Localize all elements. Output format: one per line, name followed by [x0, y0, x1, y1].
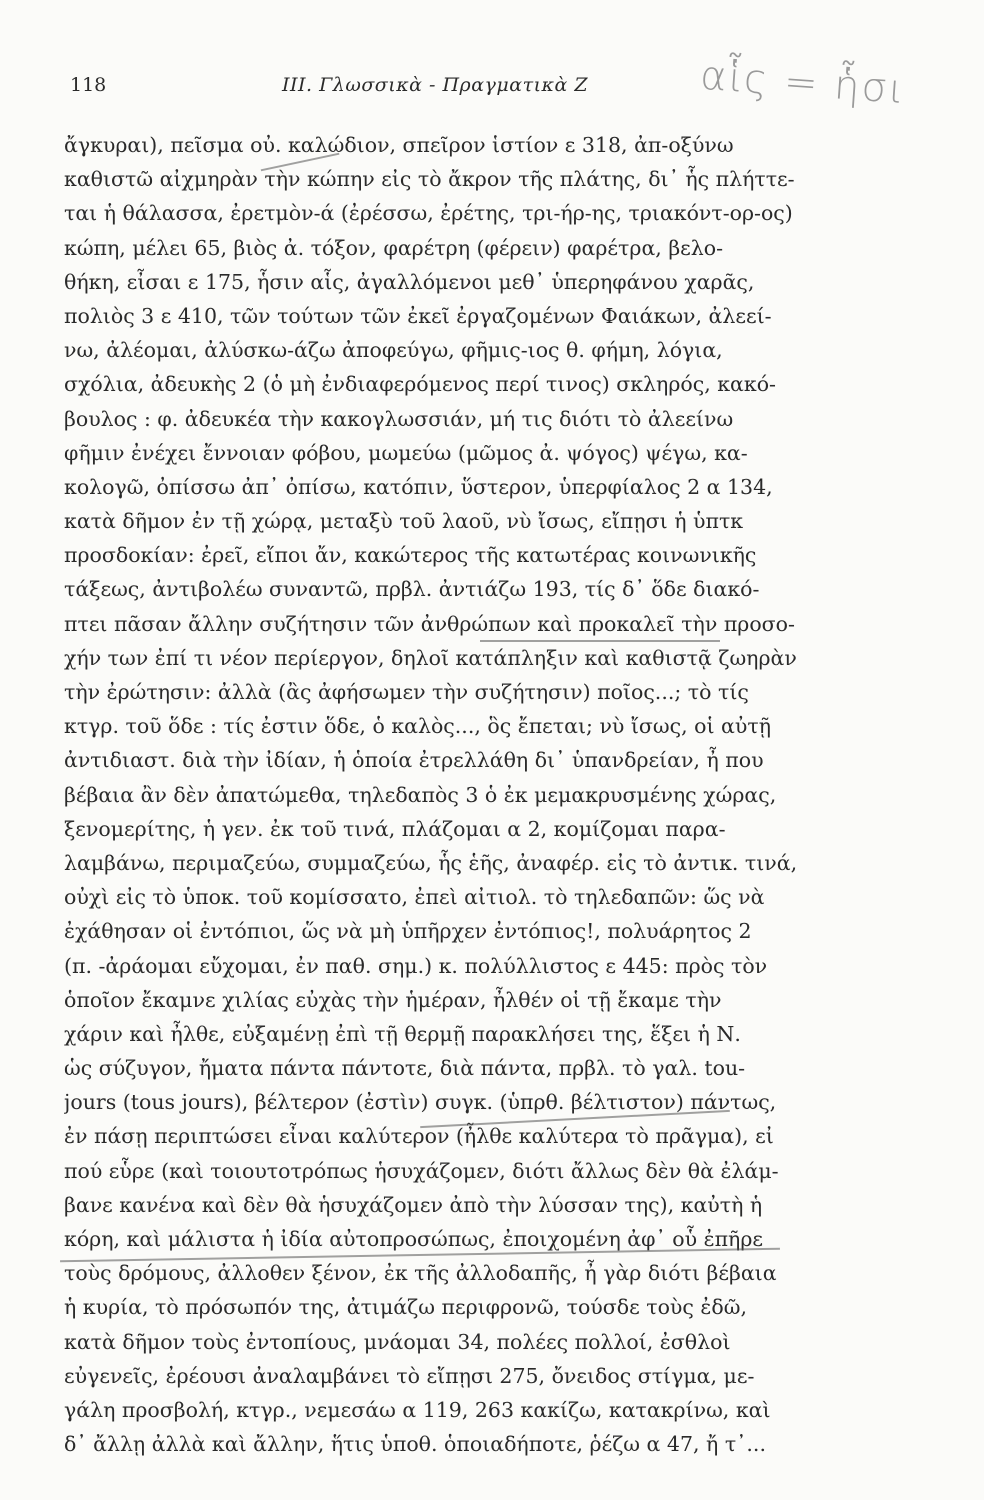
text-line: ξενομερίτης, ἡ γεν. ἐκ τοῦ τινά, πλάζομαι α 2, κομίζομαι παρα- — [64, 816, 726, 841]
text-line: βανε κανένα καὶ δὲν θὰ ἡσυχάζομεν ἀπὸ τὴν λύσσαν της), καὐτὴ ἡ — [64, 1192, 763, 1217]
text-line: ἀντιδιαστ. διὰ τὴν ἰδίαν, ἡ ὁποία ἐτρελλάθη δι᾽ ὑπανδρείαν, ἦ που — [64, 748, 764, 773]
text-line: φῆμιν ἐνέχει ἔννοιαν φόβου, μωμεύω (μῶμος ἀ. ψόγος) ψέγω, κα- — [64, 440, 748, 465]
running-title: III. Γλωσσικὰ - Πραγματικὰ Ζ — [282, 74, 589, 96]
text-line: τὴν ἐρώτησιν: ἀλλὰ (ἂς ἀφήσωμεν τὴν συζήτησιν) ποῖος...; τὸ τίς — [64, 680, 749, 704]
text-line: jours (tous jours), βέλτερον (ἐστὶν) συγκ. (ὑπρθ. βέλτιστον) πάντως, — [64, 1090, 777, 1115]
text-line: κολογῶ, ὀπίσσω ἀπ᾽ ὀπίσω, κατόπιν, ὕστερον, ὑπερφίαλος 2 α 134, — [64, 474, 773, 499]
text-line: κόρη, καὶ μάλιστα ἡ ἰδία αὐτοπροσώπως, ἐποιχομένη ἀφ᾽ οὗ ἐπῆρε — [64, 1227, 764, 1251]
text-line: δ᾽ ἄλλῃ ἀλλὰ καὶ ἄλλην, ἥτις ὑποθ. ὁποιαδήποτε, ῥέζω α 47, ἤ τ᾽... — [64, 1432, 766, 1457]
text-line: κατὰ δῆμον ἐν τῇ χώρᾳ, μεταξὺ τοῦ λαοῦ, νὺ ἴσως, εἴπῃσι ἡ ὑπτκ — [64, 509, 744, 534]
text-line: πολιὸς 3 ε 410, τῶν τούτων τῶν ἐκεῖ ἐργαζομένων Φαιάκων, ἀλεεί- — [64, 303, 772, 328]
text-line: τοὺς δρόμους, ἀλλοθεν ξένον, ἐκ τῆς ἀλλοδαπῆς, ἦ γὰρ διότι βέβαια — [64, 1261, 777, 1286]
text-line: (π. -ἀράομαι εὔχομαι, ἐν παθ. σημ.) κ. πολύλλιστος ε 445: πρὸς τὸν — [64, 953, 768, 978]
text-line: βέβαια ἂν δὲν ἀπατώμεθα, τηλεδαπὸς 3 ὁ ἐκ μεμακρυσμένης χώρας, — [64, 782, 777, 807]
text-line: νω, ἀλέομαι, ἀλύσκω-άζω ἀποφεύγω, φῆμις-ιος θ. φήμη, λόγια, — [64, 338, 723, 363]
text-line: πτει πᾶσαν ἄλλην συζήτησιν τῶν ἀνθρώπων καὶ προκαλεῖ τὴν προσο- — [64, 611, 795, 636]
text-line: ὁποῖον ἔκαμνε χιλίας εὐχὰς τὴν ἡμέραν, ἦλθέν οἱ τῇ ἔκαμε τὴν — [64, 987, 722, 1012]
text-line: σχόλια, ἀδευκὴς 2 (ὁ μὴ ἐνδιαφερόμενος περί τινος) σκληρός, κακό- — [64, 372, 776, 397]
text-line: κτγρ. τοῦ ὅδε : τίς ἐστιν ὅδε, ὁ καλὸς..., ὃς ἔπεται; νὺ ἴσως, οἱ αὐτῇ — [64, 714, 771, 739]
text-line: οὐχὶ εἰς τὸ ὑποκ. τοῦ κομίσσατο, ἐπεὶ αἰτιολ. τὸ τηλεδαπῶν: ὥς νὰ — [64, 885, 765, 910]
text-line: ἐχάθησαν οἱ ἐντόπιοι, ὥς νὰ μὴ ὑπῆρχεν ἐντόπιος!, πολυάρητος 2 — [64, 919, 752, 944]
text-line: τάξεως, ἀντιβολέω συναντῶ, πρβλ. ἀντιάζω 193, τίς δ᾽ ὅδε διακό- — [64, 577, 760, 602]
text-line: ται ἡ θάλασσα, ἐρετμὸν-ά (ἐρέσσω, ἐρέτης, τρι-ήρ-ης, τριακόντ-ορ-ος) — [64, 201, 793, 226]
text-line: ἄγκυραι), πεῖσμα οὐ. καλώδιον, σπεῖρον ἱστίον ε 318, ἀπ-οξύνω — [64, 133, 734, 157]
text-line: κατὰ δῆμον τοὺς ἐντοπίους, μνάομαι 34, πολέες πολλοί, ἐσθλοὶ — [64, 1329, 731, 1354]
pen-mark — [480, 640, 720, 642]
text-line: πού εὗρε (καὶ τοιουτοτρόπως ἡσυχάζομεν, διότι ἄλλως δὲν θὰ ἐλάμ- — [64, 1158, 779, 1183]
text-line: καθιστῶ αἰχμηρὰν τὴν κώπην εἰς τὸ ἄκρον τῆς πλάτης, δι᾽ ἧς πλήττε- — [64, 167, 795, 192]
text-line: χάριν καὶ ἦλθε, εὐξαμένῃ ἐπὶ τῇ θερμῇ παρακλήσει της, ἕξει ἡ Ν. — [64, 1021, 741, 1046]
text-line: θήκη, εἶσαι ε 175, ἧσιν αἷς, ἀγαλλόμενοι μεθ᾽ ὑπερηφάνου χαρᾶς, — [64, 269, 755, 294]
text-line: ὡς σύζυγον, ἤματα πάντα πάντοτε, διὰ πάντα, πρβλ. τὸ γαλ. tou- — [64, 1056, 746, 1081]
text-line: εὐγενεῖς, ἐρέουσι ἀναλαμβάνει τὸ εἴπῃσι 275, ὄνειδος στίγμα, με- — [64, 1363, 755, 1388]
glossary-text — [64, 128, 854, 1461]
text-line: κώπη, μέλει 65, βιὸς ἀ. τόξον, φαρέτρη (φέρειν) φαρέτρα, βελο- — [64, 235, 724, 260]
text-line: ἐν πάσῃ περιπτώσει εἶναι καλύτερον (ἦλθε καλύτερα τὸ πρᾶγμα), εἰ — [64, 1124, 774, 1149]
text-line: γάλη προσβολή, κτγρ., νεμεσάω α 119, 263 κακίζω, κατακρίνω, καὶ — [64, 1397, 771, 1422]
text-line: χήν των ἐπί τι νέον περίεργον, δηλοῖ κατάπληξιν καὶ καθιστᾷ ζωηρὰν — [64, 645, 797, 670]
text-line: ἡ κυρία, τὸ πρόσωπόν της, ἀτιμάζω περιφρονῶ, τούσδε τοὺς ἐδῶ, — [64, 1295, 747, 1320]
page-header — [70, 74, 630, 104]
text-line: βουλος : φ. ἀδευκέα τὴν κακογλωσσιάν, μή τις διότι τὸ ἀλεείνω — [64, 406, 734, 431]
page-number: 118 — [70, 74, 107, 96]
text-line: προσδοκίαν: ἐρεῖ, εἴποι ἄν, κακώτερος τῆς κατωτέρας κοινωνικῆς — [64, 543, 757, 568]
text-line: λαμβάνω, περιμαζεύω, συμμαζεύω, ἧς ἑῆς, ἀναφέρ. εἰς τὸ ἀντικ. τινά, — [64, 850, 798, 875]
handwritten-margin-note: αἷς = ἧσι — [698, 52, 908, 114]
